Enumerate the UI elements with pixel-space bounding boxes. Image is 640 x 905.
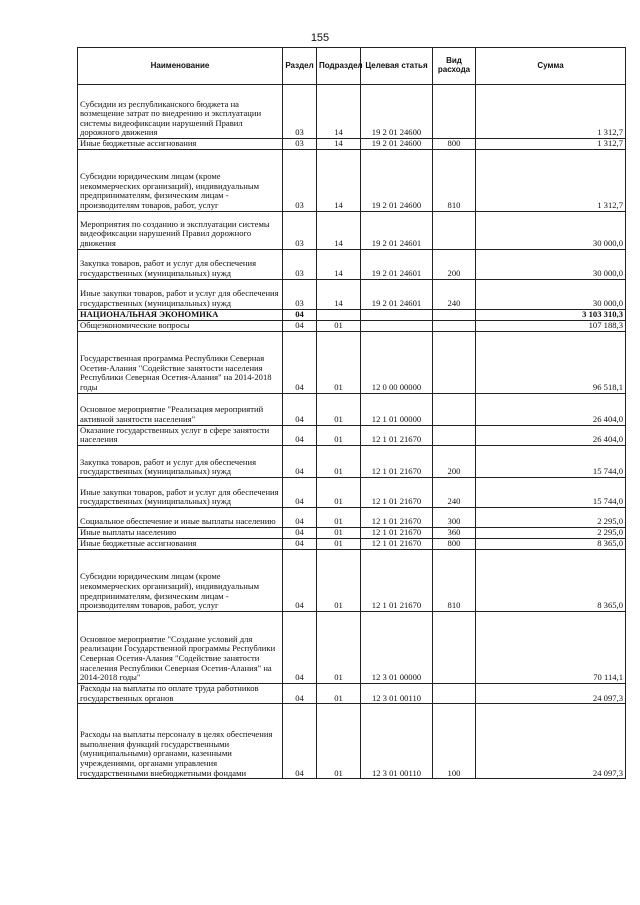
row-type [433,393,476,425]
row-type [433,683,476,703]
table-row [78,477,626,507]
row-section: 04 [283,393,317,425]
table-row [78,279,626,309]
row-name: Социальное обеспечение и иные выплаты населению [78,507,283,527]
row-amount: 24 097,3 [476,683,626,703]
row-name: Расходы на выплаты персоналу в целях обеспечения выполнения функций государственными (муниципальными) органами, казенными учреждениями, органами управления государственными внебюджетными фондами [78,704,283,779]
header-subsection: Подраздел [317,48,361,85]
table-row [78,507,626,527]
budget-table [77,47,626,779]
row-amount: 26 404,0 [476,393,626,425]
row-type [433,320,476,331]
row-target: 12 3 01 00110 [361,704,433,779]
row-amount: 26 404,0 [476,425,626,445]
table-row [78,331,626,393]
row-target: 12 1 01 21670 [361,549,433,611]
row-amount: 15 744,0 [476,477,626,507]
row-type: 360 [433,527,476,538]
table-row [78,527,626,538]
row-subsection: 14 [317,279,361,309]
row-amount: 15 744,0 [476,445,626,477]
table-row [78,425,626,445]
row-target: 12 3 01 00000 [361,611,433,683]
row-target: 12 1 01 21670 [361,425,433,445]
table-row [78,149,626,211]
row-subsection: 14 [317,249,361,279]
header-section: Раздел [283,48,317,85]
table-row [78,211,626,249]
header-name: Наименование [78,48,283,85]
row-amount: 1 312,7 [476,139,626,150]
row-name: Расходы на выплаты по оплате труда работников государственных органов [78,683,283,703]
row-target: 19 2 01 24601 [361,279,433,309]
row-section: 04 [283,683,317,703]
row-section: 03 [283,211,317,249]
row-section: 03 [283,149,317,211]
row-type: 810 [433,549,476,611]
row-section: 04 [283,331,317,393]
row-target: 19 2 01 24600 [361,85,433,139]
row-name: Закупка товаров, работ и услуг для обеспечения государственных (муниципальных) нужд [78,249,283,279]
row-subsection: 01 [317,527,361,538]
row-name: Иные закупки товаров, работ и услуг для обеспечения государственных (муниципальных) нужд [78,279,283,309]
row-target: 12 1 01 21670 [361,527,433,538]
row-section: 04 [283,320,317,331]
row-target: 12 1 01 21670 [361,538,433,549]
row-type: 810 [433,149,476,211]
row-subsection [317,309,361,320]
row-section: 04 [283,538,317,549]
row-name: Основное мероприятие "Реализация мероприятий активной занятости населения" [78,393,283,425]
row-subsection: 01 [317,704,361,779]
row-amount: 30 000,0 [476,279,626,309]
row-subsection: 01 [317,507,361,527]
table-row [78,320,626,331]
row-section: 04 [283,704,317,779]
row-name: Субсидии из республиканского бюджета на возмещение затрат по внедрению и эксплуатации системы видеофиксации нарушений Правил дорожного движения [78,85,283,139]
header-type: Вид расхода [433,48,476,85]
row-type [433,611,476,683]
table-row [78,309,626,320]
row-name: Иные выплаты населению [78,527,283,538]
table-row [78,549,626,611]
row-section: 03 [283,279,317,309]
row-section: 03 [283,85,317,139]
row-target [361,309,433,320]
row-section: 04 [283,309,317,320]
page-number: 155 [310,32,330,44]
row-type: 300 [433,507,476,527]
table-body [78,85,626,779]
row-name: Оказание государственных услуг в сфере занятости населения [78,425,283,445]
row-target: 19 2 01 24601 [361,249,433,279]
table-row [78,445,626,477]
row-name: Субсидии юридическим лицам (кроме некоммерческих организаций), индивидуальным предпринимателям, физическим лицам - производителям товаров, работ, услуг [78,549,283,611]
table-row [78,538,626,549]
row-amount: 24 097,3 [476,704,626,779]
row-name: Закупка товаров, работ и услуг для обеспечения государственных (муниципальных) нужд [78,445,283,477]
row-section: 03 [283,139,317,150]
row-section: 04 [283,611,317,683]
row-name: Субсидии юридическим лицам (кроме некоммерческих организаций), индивидуальным предпринимателям, физическим лицам - производителям товаров, работ, услуг [78,149,283,211]
row-section: 04 [283,425,317,445]
row-target [361,320,433,331]
row-section: 03 [283,249,317,279]
table-header-row [78,48,626,85]
row-amount: 1 312,7 [476,85,626,139]
row-type: 800 [433,139,476,150]
row-section: 04 [283,507,317,527]
row-amount: 8 365,0 [476,549,626,611]
row-target: 12 1 01 00000 [361,393,433,425]
table-row [78,683,626,703]
row-subsection: 01 [317,425,361,445]
row-type: 200 [433,249,476,279]
header-target: Целевая статья [361,48,433,85]
row-name: Иные бюджетные ассигнования [78,139,283,150]
row-target: 12 0 00 00000 [361,331,433,393]
row-type: 240 [433,477,476,507]
row-subsection: 14 [317,139,361,150]
row-amount: 30 000,0 [476,211,626,249]
row-target: 12 1 01 21670 [361,477,433,507]
row-target: 19 2 01 24601 [361,211,433,249]
row-subsection: 14 [317,211,361,249]
row-name: Мероприятия по созданию и эксплуатации системы видеофиксации нарушений Правил дорожного движения [78,211,283,249]
row-name: НАЦИОНАЛЬНАЯ ЭКОНОМИКА [78,309,283,320]
row-subsection: 01 [317,538,361,549]
row-type [433,425,476,445]
row-subsection: 01 [317,331,361,393]
row-amount: 2 295,0 [476,507,626,527]
row-name: Иные закупки товаров, работ и услуг для обеспечения государственных (муниципальных) нужд [78,477,283,507]
row-subsection: 14 [317,85,361,139]
table-row [78,139,626,150]
row-subsection: 01 [317,320,361,331]
row-target: 12 1 01 21670 [361,445,433,477]
row-section: 04 [283,445,317,477]
row-type [433,85,476,139]
row-section: 04 [283,527,317,538]
row-amount: 96 518,1 [476,331,626,393]
row-amount: 70 114,1 [476,611,626,683]
row-section: 04 [283,549,317,611]
row-target: 19 2 01 24600 [361,149,433,211]
row-name: Государственная программа Республики Северная Осетия-Алания "Содействие занятости населения Республики Северная Осетия-Алания" на 2014-2018 годы [78,331,283,393]
row-target: 12 1 01 21670 [361,507,433,527]
row-type: 100 [433,704,476,779]
table-row [78,85,626,139]
row-amount: 8 365,0 [476,538,626,549]
row-amount: 1 312,7 [476,149,626,211]
row-type: 240 [433,279,476,309]
row-subsection: 01 [317,611,361,683]
row-subsection: 01 [317,683,361,703]
table-row [78,249,626,279]
row-subsection: 01 [317,445,361,477]
row-type: 800 [433,538,476,549]
table-row [78,611,626,683]
row-section: 04 [283,477,317,507]
row-target: 12 3 01 00110 [361,683,433,703]
row-name: Общеэкономические вопросы [78,320,283,331]
row-subsection: 01 [317,393,361,425]
row-amount: 30 000,0 [476,249,626,279]
row-type: 200 [433,445,476,477]
table-row [78,393,626,425]
row-type [433,331,476,393]
row-name: Основное мероприятие "Создание условий для реализации Государственной программы Республики Северная Осетия-Алания "Содействие занятости населения Республики Северная Осетия-Алания" на 2014-2018 годы" [78,611,283,683]
row-subsection: 01 [317,549,361,611]
row-subsection: 14 [317,149,361,211]
row-subsection: 01 [317,477,361,507]
row-amount: 2 295,0 [476,527,626,538]
row-amount: 3 103 310,3 [476,309,626,320]
row-amount: 107 188,3 [476,320,626,331]
row-name: Иные бюджетные ассигнования [78,538,283,549]
row-target: 19 2 01 24600 [361,139,433,150]
header-amount: Сумма [476,48,626,85]
row-type [433,309,476,320]
table-row [78,704,626,779]
row-type [433,211,476,249]
